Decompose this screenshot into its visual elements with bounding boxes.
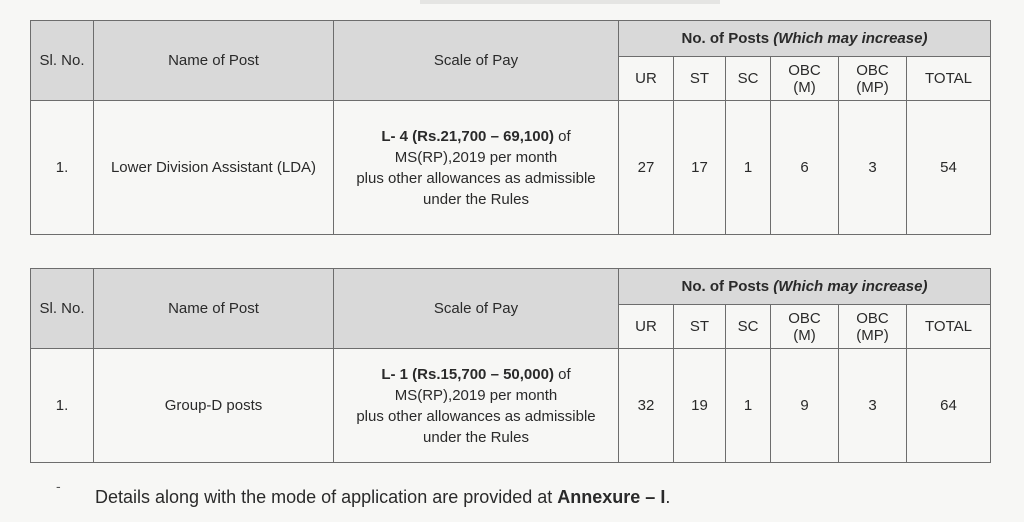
cell-scale-of-pay [334,349,619,463]
header-total: TOTAL [907,57,991,101]
header-sc: SC [726,57,771,101]
header-no-of-posts [619,269,991,305]
header-no-of-posts-title: No. of Posts [681,278,770,295]
cell-total: 54 [907,101,991,235]
header-st: ST [674,305,726,349]
pay-of: of [553,127,571,145]
pay-line-2: plus other allowances as admissible [356,407,596,425]
header-scale-of-pay: Scale of Pay [334,21,619,101]
pay-line-3: under the Rules [423,428,529,446]
cell-post-name: Group-D posts [94,349,334,463]
header-obc-mp: OBC (MP) [839,305,907,349]
header-ur: UR [619,305,674,349]
header-obc-m: OBC (M) [771,57,839,101]
header-no-of-posts-note: (Which may increase) [773,278,928,295]
header-total: TOTAL [907,305,991,349]
footer-end: . [665,487,671,507]
cell-sc: 1 [726,349,771,463]
header-no-of-posts [619,21,991,57]
pay-line-2: plus other allowances as admissible [356,169,596,187]
table-row [31,101,991,235]
cell-total: 64 [907,349,991,463]
stray-mark: - [56,478,61,494]
cropped-text-line [420,0,720,4]
header-name-of-post: Name of Post [94,269,334,349]
header-sl-no: Sl. No. [31,269,94,349]
footer-note [95,487,670,508]
header-ur: UR [619,57,674,101]
header-no-of-posts-note: (Which may increase) [773,30,928,47]
header-no-of-posts-title: No. of Posts [681,30,770,47]
pay-of: of [553,365,571,383]
cell-ur: 32 [619,349,674,463]
header-sl-no: Sl. No. [31,21,94,101]
cell-sl: 1. [31,349,94,463]
posts-table-lda [30,20,991,235]
cell-ur: 27 [619,101,674,235]
cell-st: 17 [674,101,726,235]
header-sc: SC [726,305,771,349]
cell-sc: 1 [726,101,771,235]
cell-obc-mp: 3 [839,101,907,235]
header-obc-mp: OBC (MP) [839,57,907,101]
pay-level: L- 1 (Rs.15,700 – 50,000) [381,365,554,383]
pay-line-3: under the Rules [423,190,529,208]
cell-post-name: Lower Division Assistant (LDA) [94,101,334,235]
posts-table-group-d [30,268,991,463]
header-obc-m: OBC (M) [771,305,839,349]
cell-st: 19 [674,349,726,463]
cell-obc-m: 9 [771,349,839,463]
footer-text: Details along with the mode of application are provided at [95,487,558,507]
table-row [31,349,991,463]
header-st: ST [674,57,726,101]
header-name-of-post: Name of Post [94,21,334,101]
cell-sl: 1. [31,101,94,235]
cell-obc-m: 6 [771,101,839,235]
footer-annexure: Annexure – I [557,487,666,507]
header-scale-of-pay: Scale of Pay [334,269,619,349]
pay-level: L- 4 (Rs.21,700 – 69,100) [381,127,554,145]
pay-line-1: MS(RP),2019 per month [394,386,558,404]
cell-scale-of-pay [334,101,619,235]
pay-line-1: MS(RP),2019 per month [394,148,558,166]
cell-obc-mp: 3 [839,349,907,463]
